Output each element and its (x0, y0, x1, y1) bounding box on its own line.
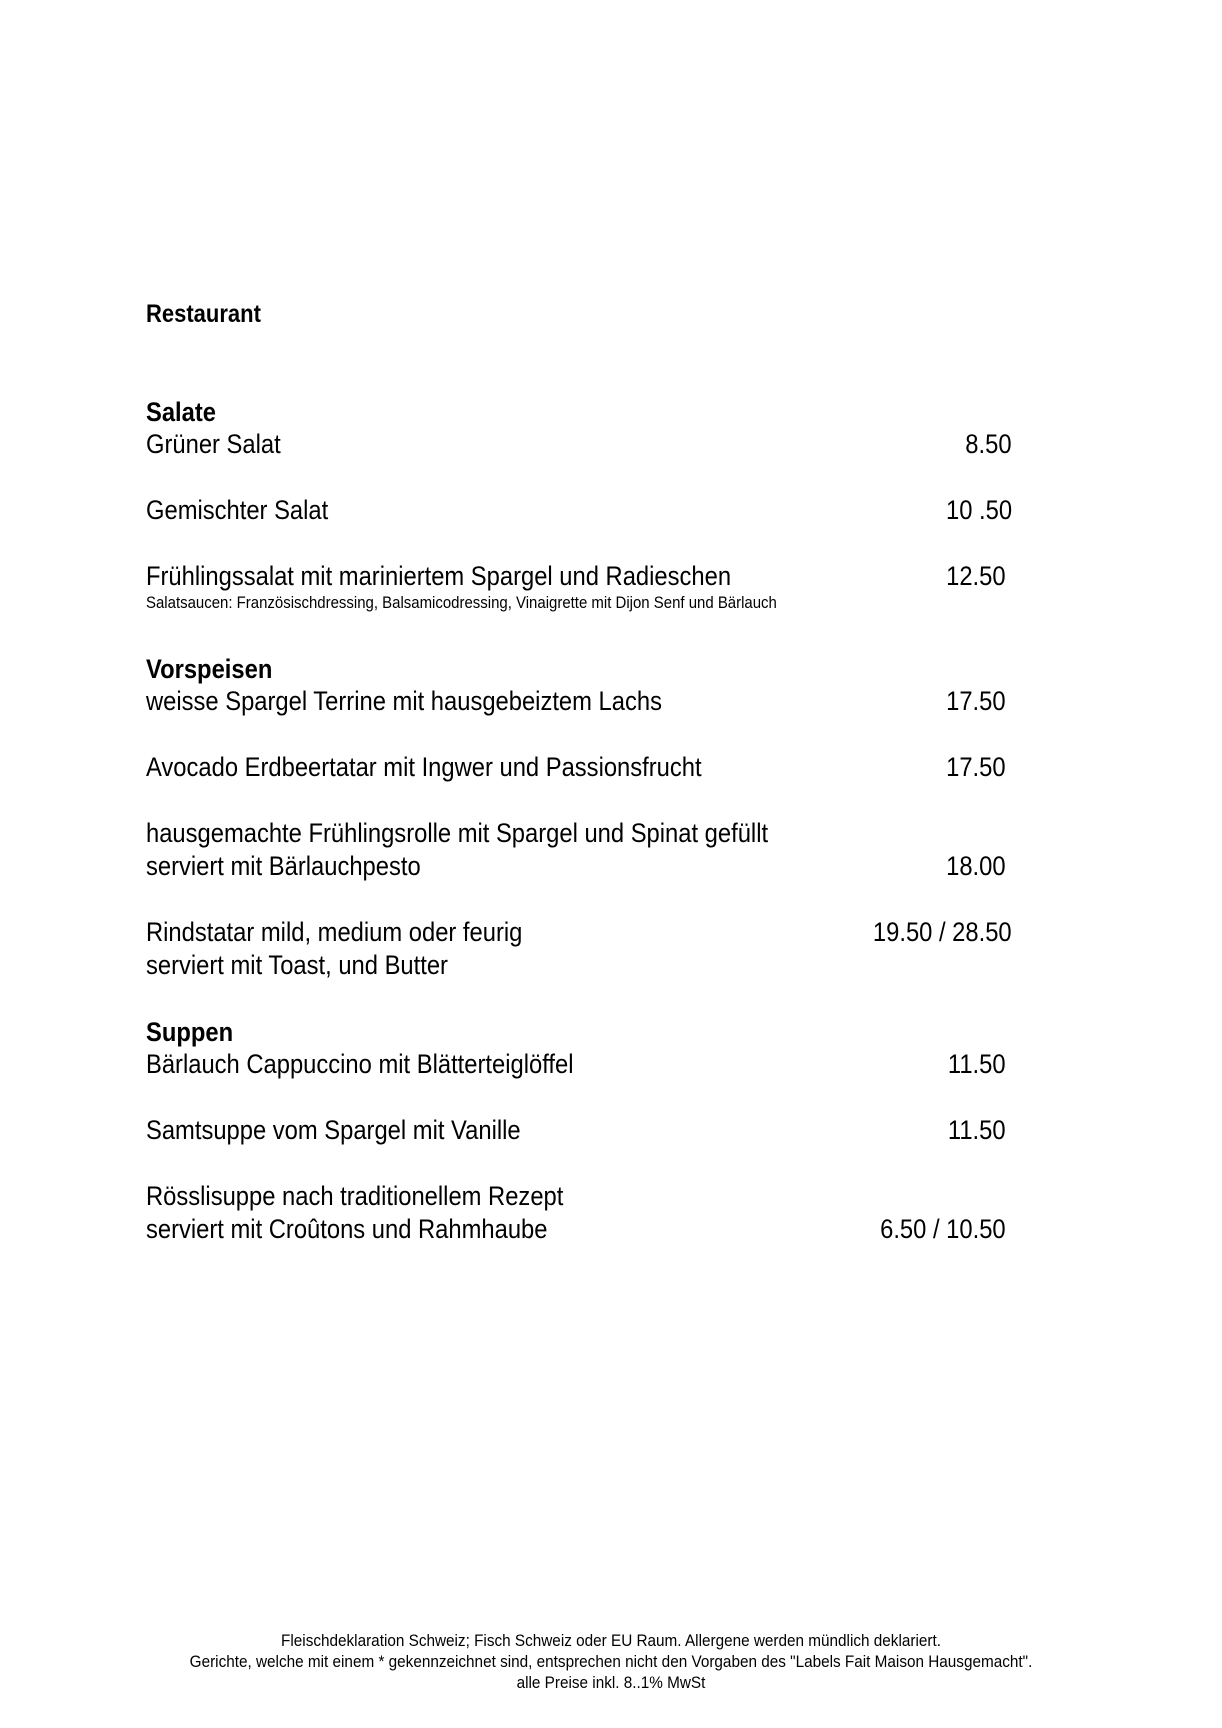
item-price: 6.50 / 10.50 (880, 1214, 1006, 1244)
item-name: weisse Spargel Terrine mit hausgebeiztem Lachs (146, 686, 662, 716)
menu-item (146, 685, 1026, 718)
item-price: 19.50 / 28.50 (873, 917, 1012, 947)
footer-declaration: Fleischdeklaration Schweiz; Fisch Schweiz oder EU Raum. Allergene werden mündlich deklariert. (281, 1631, 941, 1650)
item-name: Rindstatar mild, medium oder feurig (146, 917, 523, 947)
item-price: 17.50 (946, 752, 1006, 782)
menu-item (146, 817, 1026, 883)
item-price: 18.00 (946, 851, 1006, 881)
item-note: Salatsaucen: Französischdressing, Balsamicodressing, Vinaigrette mit Dijon Senf und Bärlauch (146, 593, 777, 612)
menu-item (146, 751, 1026, 784)
item-description: serviert mit Toast, und Butter (146, 950, 448, 980)
item-price: 11.50 (948, 1049, 1006, 1079)
footer-label-note: Gerichte, welche mit einem * gekennzeichnet sind, entsprechen nicht den Vorgaben des "Labels Fait Maison Hausgemacht". (189, 1652, 1033, 1671)
item-name: Rösslisuppe nach traditionellem Rezept (146, 1181, 564, 1211)
item-price: 10 .50 (945, 495, 1012, 525)
section-heading: Vorspeisen (146, 654, 273, 684)
item-price: 11.50 (948, 1115, 1006, 1145)
section-suppen (146, 1016, 1026, 1246)
item-price: 8.50 (965, 429, 1012, 459)
footer-vat-note: alle Preise inkl. 8..1% MwSt (516, 1673, 706, 1692)
item-price: 12.50 (946, 561, 1006, 591)
menu-item (146, 1048, 1026, 1081)
menu-item (146, 560, 1026, 613)
menu-item (146, 494, 1026, 527)
item-price: 17.50 (946, 686, 1006, 716)
menu-item (146, 428, 1026, 461)
item-name: Frühlingssalat mit mariniertem Spargel und Radieschen (146, 561, 732, 591)
menu-item (146, 1180, 1026, 1246)
item-name: hausgemachte Frühlingsrolle mit Spargel und Spinat gefüllt (146, 818, 769, 848)
item-name: Grüner Salat (146, 429, 281, 459)
item-description: serviert mit Bärlauchpesto (146, 851, 421, 881)
section-vorspeisen (146, 653, 1026, 982)
page-title: Restaurant (146, 300, 261, 328)
menu-item (146, 916, 1026, 982)
item-description: serviert mit Croûtons und Rahmhaube (146, 1214, 548, 1244)
menu-item (146, 1114, 1026, 1147)
item-name: Bärlauch Cappuccino mit Blätterteiglöffel (146, 1049, 574, 1079)
item-name: Gemischter Salat (146, 495, 329, 525)
footer (0, 1630, 1222, 1693)
section-heading: Salate (146, 397, 217, 427)
item-name: Avocado Erdbeertatar mit Ingwer und Passionsfrucht (146, 752, 702, 782)
section-heading: Suppen (146, 1017, 234, 1047)
item-name: Samtsuppe vom Spargel mit Vanille (146, 1115, 521, 1145)
section-salate (146, 396, 1026, 613)
